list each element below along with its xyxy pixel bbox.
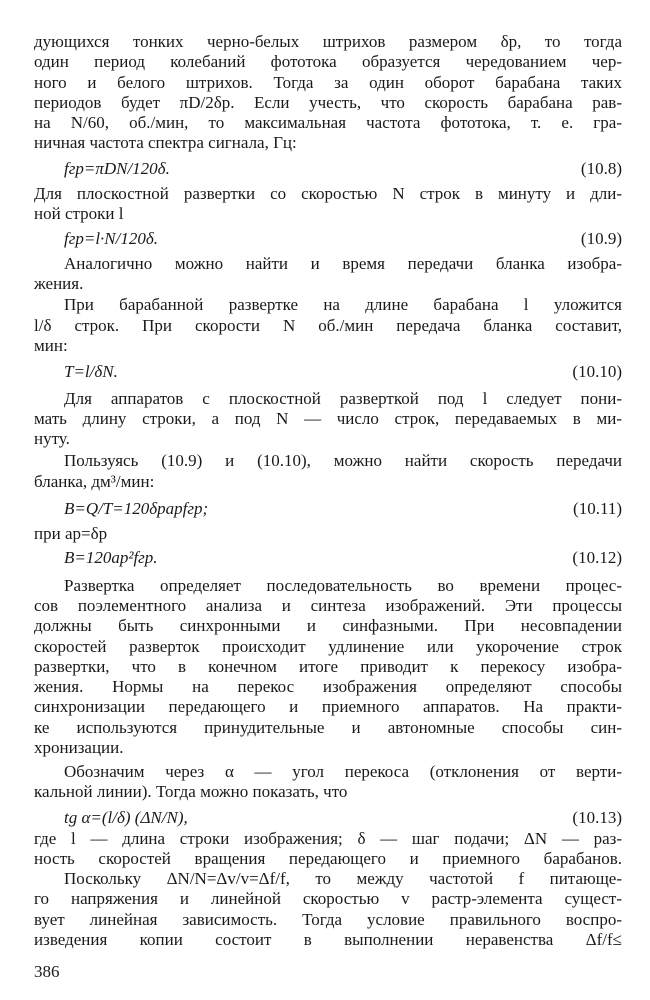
text-line: При барабанной развертке на длине барабана l уложится <box>64 295 622 315</box>
text-line: мин: <box>34 336 68 356</box>
page-number: 386 <box>34 962 60 981</box>
text-line: кальной линии). Тогда можно показать, что <box>34 781 348 801</box>
equation-formula: tg α=(l/δ) (ΔN/N), <box>64 808 188 828</box>
equation-formula: T=l/δN. <box>64 361 118 381</box>
text-line: нуту. <box>34 429 70 449</box>
text-line: ного и белого штрихов. Тогда за один оборот барабана таких <box>34 72 622 92</box>
text-line: жения. <box>34 274 84 294</box>
equation-number: (10.13) <box>572 808 622 828</box>
text-line: хронизации. <box>34 737 124 757</box>
text-line: ность скоростей вращения передающего и приемного барабанов. <box>34 848 622 868</box>
text-line: вует линейная зависимость. Тогда условие правильного воспро- <box>34 909 622 929</box>
text-line: ке используются принудительные и автономные способы син- <box>34 717 622 737</box>
text-line: на N/60, об./мин, то максимальная частота фототока, т. е. гра- <box>34 113 622 133</box>
text-line: скоростей разверток происходит удлинение или укорочение строк <box>34 636 622 656</box>
text-line: Аналогично можно найти и время передачи бланка изобра- <box>64 254 622 274</box>
text-line: изведения копии состоит в выполнении неравенства Δf/f≤ <box>34 930 622 949</box>
equation-formula: B=Q/T=120δрaрfгр; <box>64 499 209 519</box>
equation-number: (10.9) <box>580 229 622 249</box>
equation-formula: B=120aр²fгр. <box>64 547 158 567</box>
text-line: бланка, дм³/мин: <box>34 471 155 491</box>
equation-number: (10.12) <box>572 547 622 567</box>
text-line: сов поэлементного анализа и синтеза изображений. Эти процессы <box>34 596 622 615</box>
equation-formula: fгр=πDN/120δ. <box>64 158 170 178</box>
text-line: Развертка определяет последовательность во времени процес- <box>64 575 622 595</box>
text-line: мать длину строки, а под N — число строк, передаваемых в ми- <box>34 409 622 429</box>
text-line: при aр=δр <box>34 523 108 543</box>
text-line: ной строки l <box>34 203 124 223</box>
text-line: Поскольку ΔN/N=Δv/v=Δf/f, то между частотой f питающе- <box>64 869 622 889</box>
equation-number: (10.10) <box>572 361 622 381</box>
text-line: Для плоскостной развертки со скоростью N строк в минуту и дли- <box>34 183 622 203</box>
text-line: дующихся тонких черно-белых штрихов размером δр, то тогда <box>34 32 622 51</box>
text-line: l/δ строк. При скорости N об./мин передача бланка составит, <box>34 315 622 335</box>
text-line: где l — длина строки изображения; δ — шаг подачи; ΔN — раз- <box>34 828 622 848</box>
text-line: Для аппаратов с плоскостной разверткой под l следует пони- <box>64 388 622 408</box>
text-line: развертки, что в конечном итоге приводит к перекосу изобра- <box>34 656 622 676</box>
equation-number: (10.8) <box>580 158 622 178</box>
text-line: периодов будет πD/2δр. Если учесть, что скорость барабана рав- <box>34 92 622 112</box>
text-line: ничная частота спектра сигнала, Гц: <box>34 133 297 153</box>
equation-formula: fгр=l·N/120δ. <box>64 229 159 249</box>
equation-number: (10.11) <box>573 499 622 519</box>
text-line: Обозначим через α — угол перекоса (отклонения от верти- <box>64 761 622 781</box>
text-line: синхронизации передающего и приемного аппаратов. На практи- <box>34 697 622 717</box>
text-line: Пользуясь (10.9) и (10.10), можно найти скорость передачи <box>64 451 622 471</box>
text-line: го напряжения и линейной скоростью v растр-элемента сущест- <box>34 889 622 909</box>
text-line: должны быть синхронными и синфазными. При несовпадении <box>34 616 622 636</box>
text-line: один период колебаний фототока образуется чередованием чер- <box>34 52 622 72</box>
text-line: жения. Нормы на перекос изображения определяют способы <box>34 677 622 697</box>
